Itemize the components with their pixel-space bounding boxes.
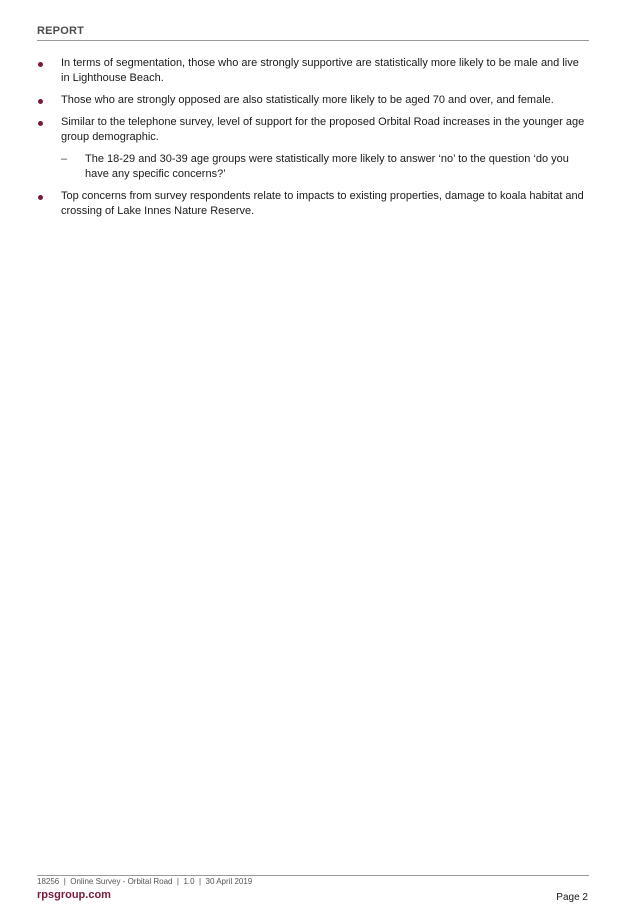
sub-bullet-text: The 18-29 and 30-39 age groups were statistically more likely to answer ‘no’ to the question ‘do you have any specific concerns?’: [85, 153, 569, 180]
footer-document-meta: 18256 | Online Survey - Orbital Road | 1.0 | 30 April 2019: [37, 877, 253, 886]
bullet-text: Similar to the telephone survey, level of support for the proposed Orbital Road increases in the younger age group demographic.: [61, 116, 585, 143]
sub-bullet-item-age-groups: [37, 152, 589, 182]
report-content: [37, 56, 589, 226]
bullet-text: In terms of segmentation, those who are strongly supportive are statistically more likely to be male and live in Lighthouse Beach.: [61, 57, 579, 84]
bullet-marker-icon: [38, 99, 43, 104]
footer-divider: [37, 875, 589, 876]
bullet-item-opposed: [37, 93, 589, 108]
bullet-text: Top concerns from survey respondents relate to impacts to existing properties, damage to koala habitat and crossing of Lake Innes Nature Reserve.: [61, 190, 584, 217]
header-divider: [37, 40, 589, 41]
bullet-marker-icon: [38, 195, 43, 200]
bullet-item-top-concerns: [37, 189, 589, 219]
bullet-item-segmentation: [37, 56, 589, 86]
bullet-item-support-age: [37, 115, 589, 145]
footer-website-link[interactable]: rpsgroup.com: [37, 889, 111, 901]
report-header-title: REPORT: [37, 25, 85, 37]
page-number: Page 2: [556, 892, 588, 903]
bullet-marker-icon: [38, 121, 43, 126]
bullet-marker-icon: [38, 62, 43, 67]
bullet-text: Those who are strongly opposed are also statistically more likely to be aged 70 and over, and female.: [61, 94, 554, 106]
dash-marker-icon: –: [61, 153, 68, 165]
